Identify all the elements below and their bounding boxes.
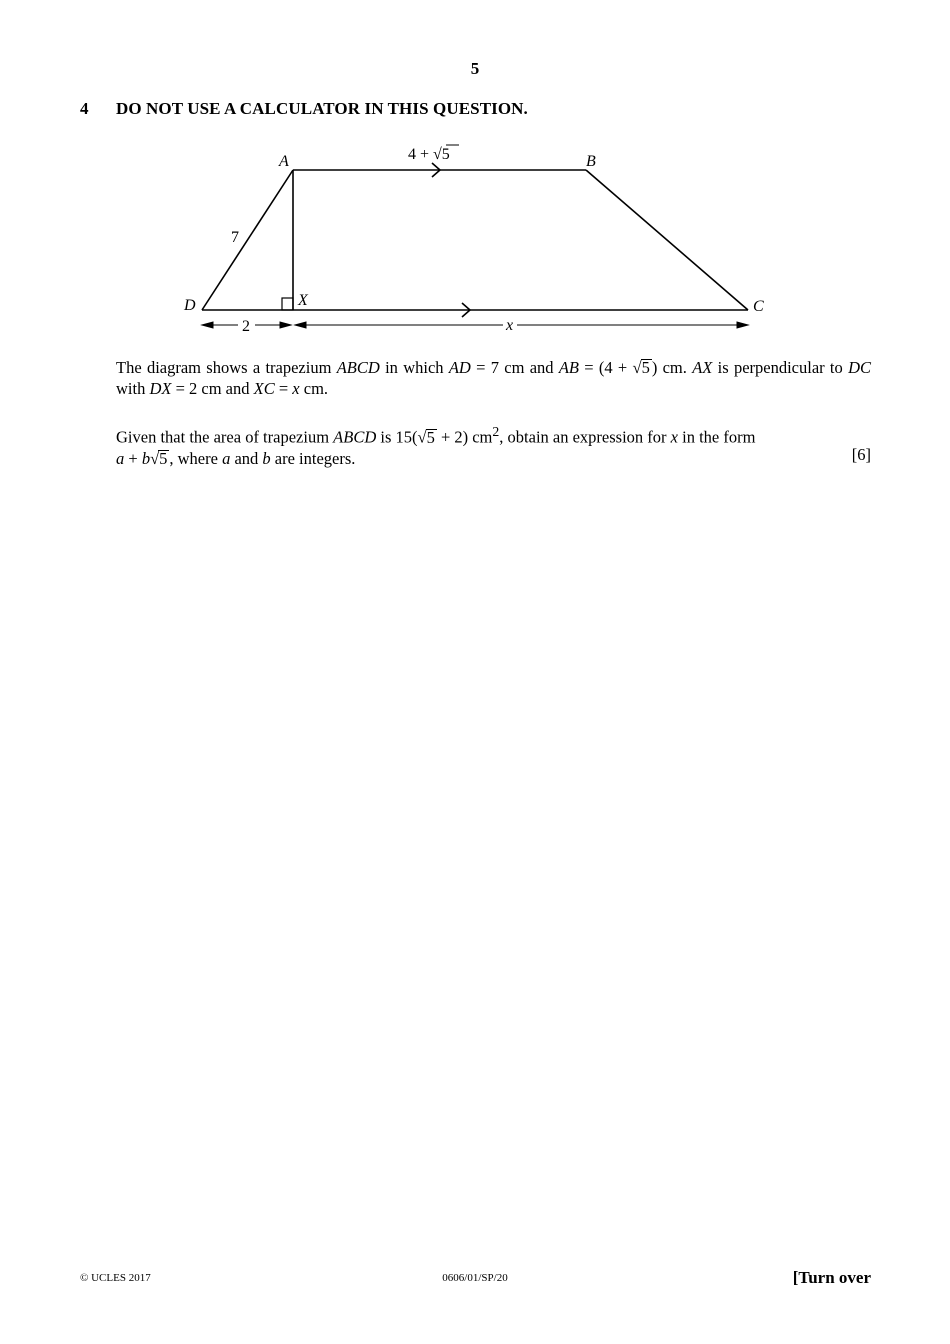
sqrt-radicand: 5 — [159, 448, 168, 468]
right-angle-marker — [282, 298, 293, 310]
vertex-label-d: D — [184, 297, 196, 314]
question-number: 4 — [80, 99, 89, 118]
sqrt-symbol: √ — [632, 358, 642, 377]
sqrt-radicand: 5 — [641, 358, 650, 377]
side-ad — [202, 170, 293, 310]
dim-arrowhead — [737, 322, 748, 328]
page-number: 5 — [470, 59, 480, 78]
length-label-dx: 2 — [242, 318, 250, 335]
vertex-label-b: B — [586, 153, 596, 170]
sqrt-radicand: 5 — [426, 427, 435, 447]
marks-allocation: [6] — [851, 445, 871, 464]
point-label-x: X — [298, 292, 308, 309]
length-label-ab: 4 + √5 — [408, 146, 450, 163]
trapezium-diagram — [0, 0, 950, 360]
vertex-label-c: C — [753, 298, 764, 315]
question-instruction: DO NOT USE A CALCULATOR IN THIS QUESTION. — [116, 99, 528, 118]
sqrt-symbol: √ — [150, 448, 160, 468]
footer-turn-over: [Turn over — [792, 1268, 871, 1287]
question-paragraph-1: The diagram shows a trapezium ABCD in which AD = 7 cm and AB = (4 + √5 ) cm. AX is perpendicular to DC with DX = 2 cm and XC = x cm. — [116, 358, 871, 398]
question-paragraph-2: Given that the area of trapezium ABCD is 15(√5 + 2) $cm^2$, obtain an expression for x in the form a + b√5 , where a and b are integers. — [116, 424, 756, 468]
footer-paper-code: 0606/01/SP/20 — [442, 1272, 508, 1284]
sqrt-symbol: √ — [417, 427, 427, 447]
dim-arrowhead — [202, 322, 213, 328]
length-label-xc: x — [506, 317, 514, 334]
dim-arrowhead — [280, 322, 291, 328]
footer-copyright: © UCLES 2017 — [80, 1272, 151, 1284]
side-bc — [586, 170, 748, 310]
length-label-ad: 7 — [231, 229, 239, 246]
vertex-label-a: A — [279, 153, 289, 170]
dim-arrowhead — [295, 322, 306, 328]
